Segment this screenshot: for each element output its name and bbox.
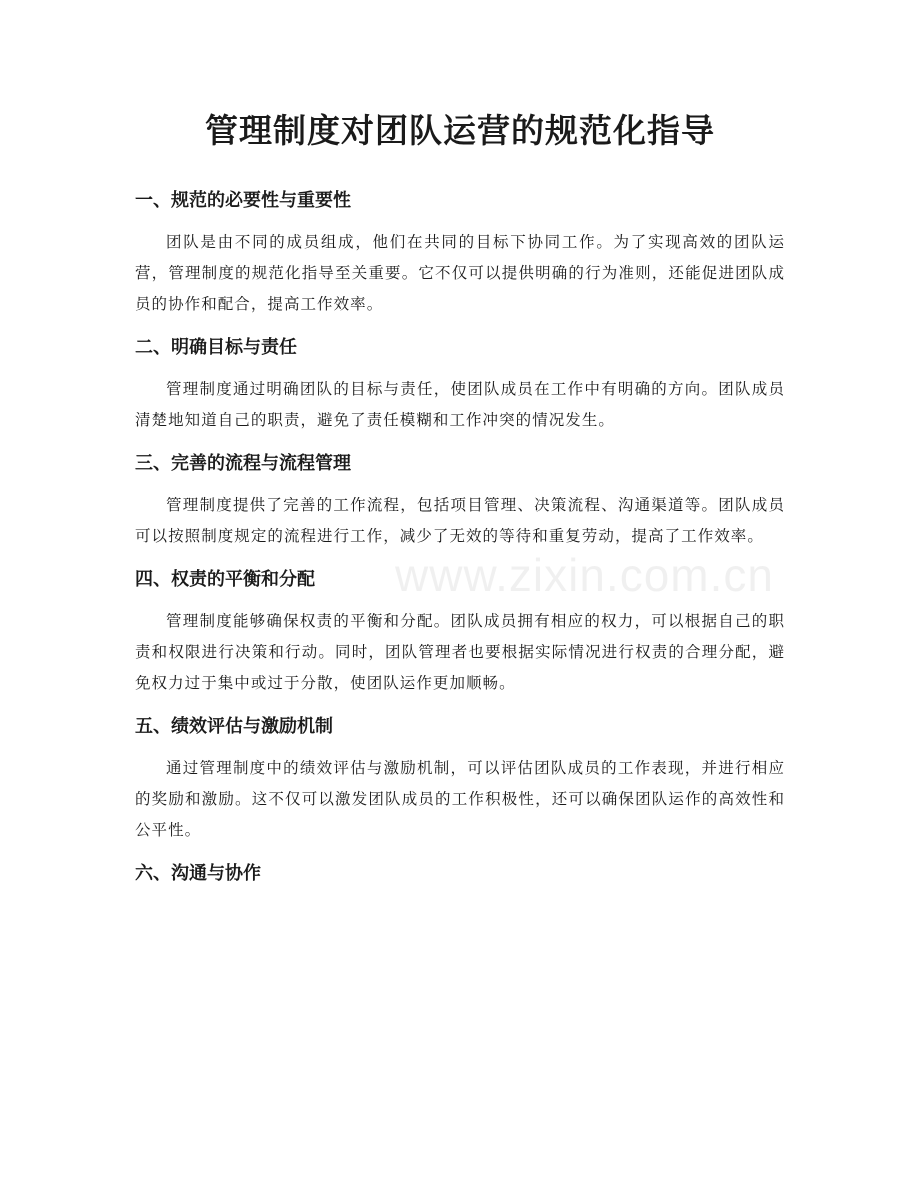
watermark: www.zixin.com.cn bbox=[395, 549, 774, 601]
page-title: 管理制度对团队运营的规范化指导 bbox=[205, 111, 715, 150]
section-paragraph-2: 管理制度通过明确团队的目标与责任，使团队成员在工作中有明确的方向。团队成员清楚地知道自己的职责，避免了责任模糊和工作冲突的情况发生。 bbox=[135, 380, 785, 429]
document-body bbox=[135, 185, 785, 890]
section-paragraph-1: 团队是由不同的成员组成，他们在共同的目标下协同工作。为了实现高效的团队运营，管理制度的规范化指导至关重要。它不仅可以提供明确的行为准则，还能促进团队成员的协作和配合，提高工作效率。 bbox=[135, 233, 785, 313]
section-heading-4: 四、权责的平衡和分配 bbox=[135, 569, 315, 590]
section-heading-3: 三、完善的流程与流程管理 bbox=[135, 453, 351, 474]
section-heading-1: 一、规范的必要性与重要性 bbox=[135, 190, 351, 211]
section-paragraph-4: 管理制度能够确保权责的平衡和分配。团队成员拥有相应的权力，可以根据自己的职责和权限进行决策和行动。同时，团队管理者也要根据实际情况进行权责的合理分配，避免权力过于集中或过于分散，使团队运作更加顺畅。 bbox=[135, 612, 785, 692]
section-heading-6: 六、沟通与协作 bbox=[135, 863, 261, 884]
section-heading-2: 二、明确目标与责任 bbox=[135, 337, 297, 358]
section-heading-5: 五、绩效评估与激励机制 bbox=[135, 716, 333, 737]
section-paragraph-3: 管理制度提供了完善的工作流程，包括项目管理、决策流程、沟通渠道等。团队成员可以按照制度规定的流程进行工作，减少了无效的等待和重复劳动，提高了工作效率。 bbox=[135, 496, 785, 545]
section-paragraph-5: 通过管理制度中的绩效评估与激励机制，可以评估团队成员的工作表现，并进行相应的奖励和激励。这不仅可以激发团队成员的工作积极性，还可以确保团队运作的高效性和公平性。 bbox=[135, 759, 785, 839]
